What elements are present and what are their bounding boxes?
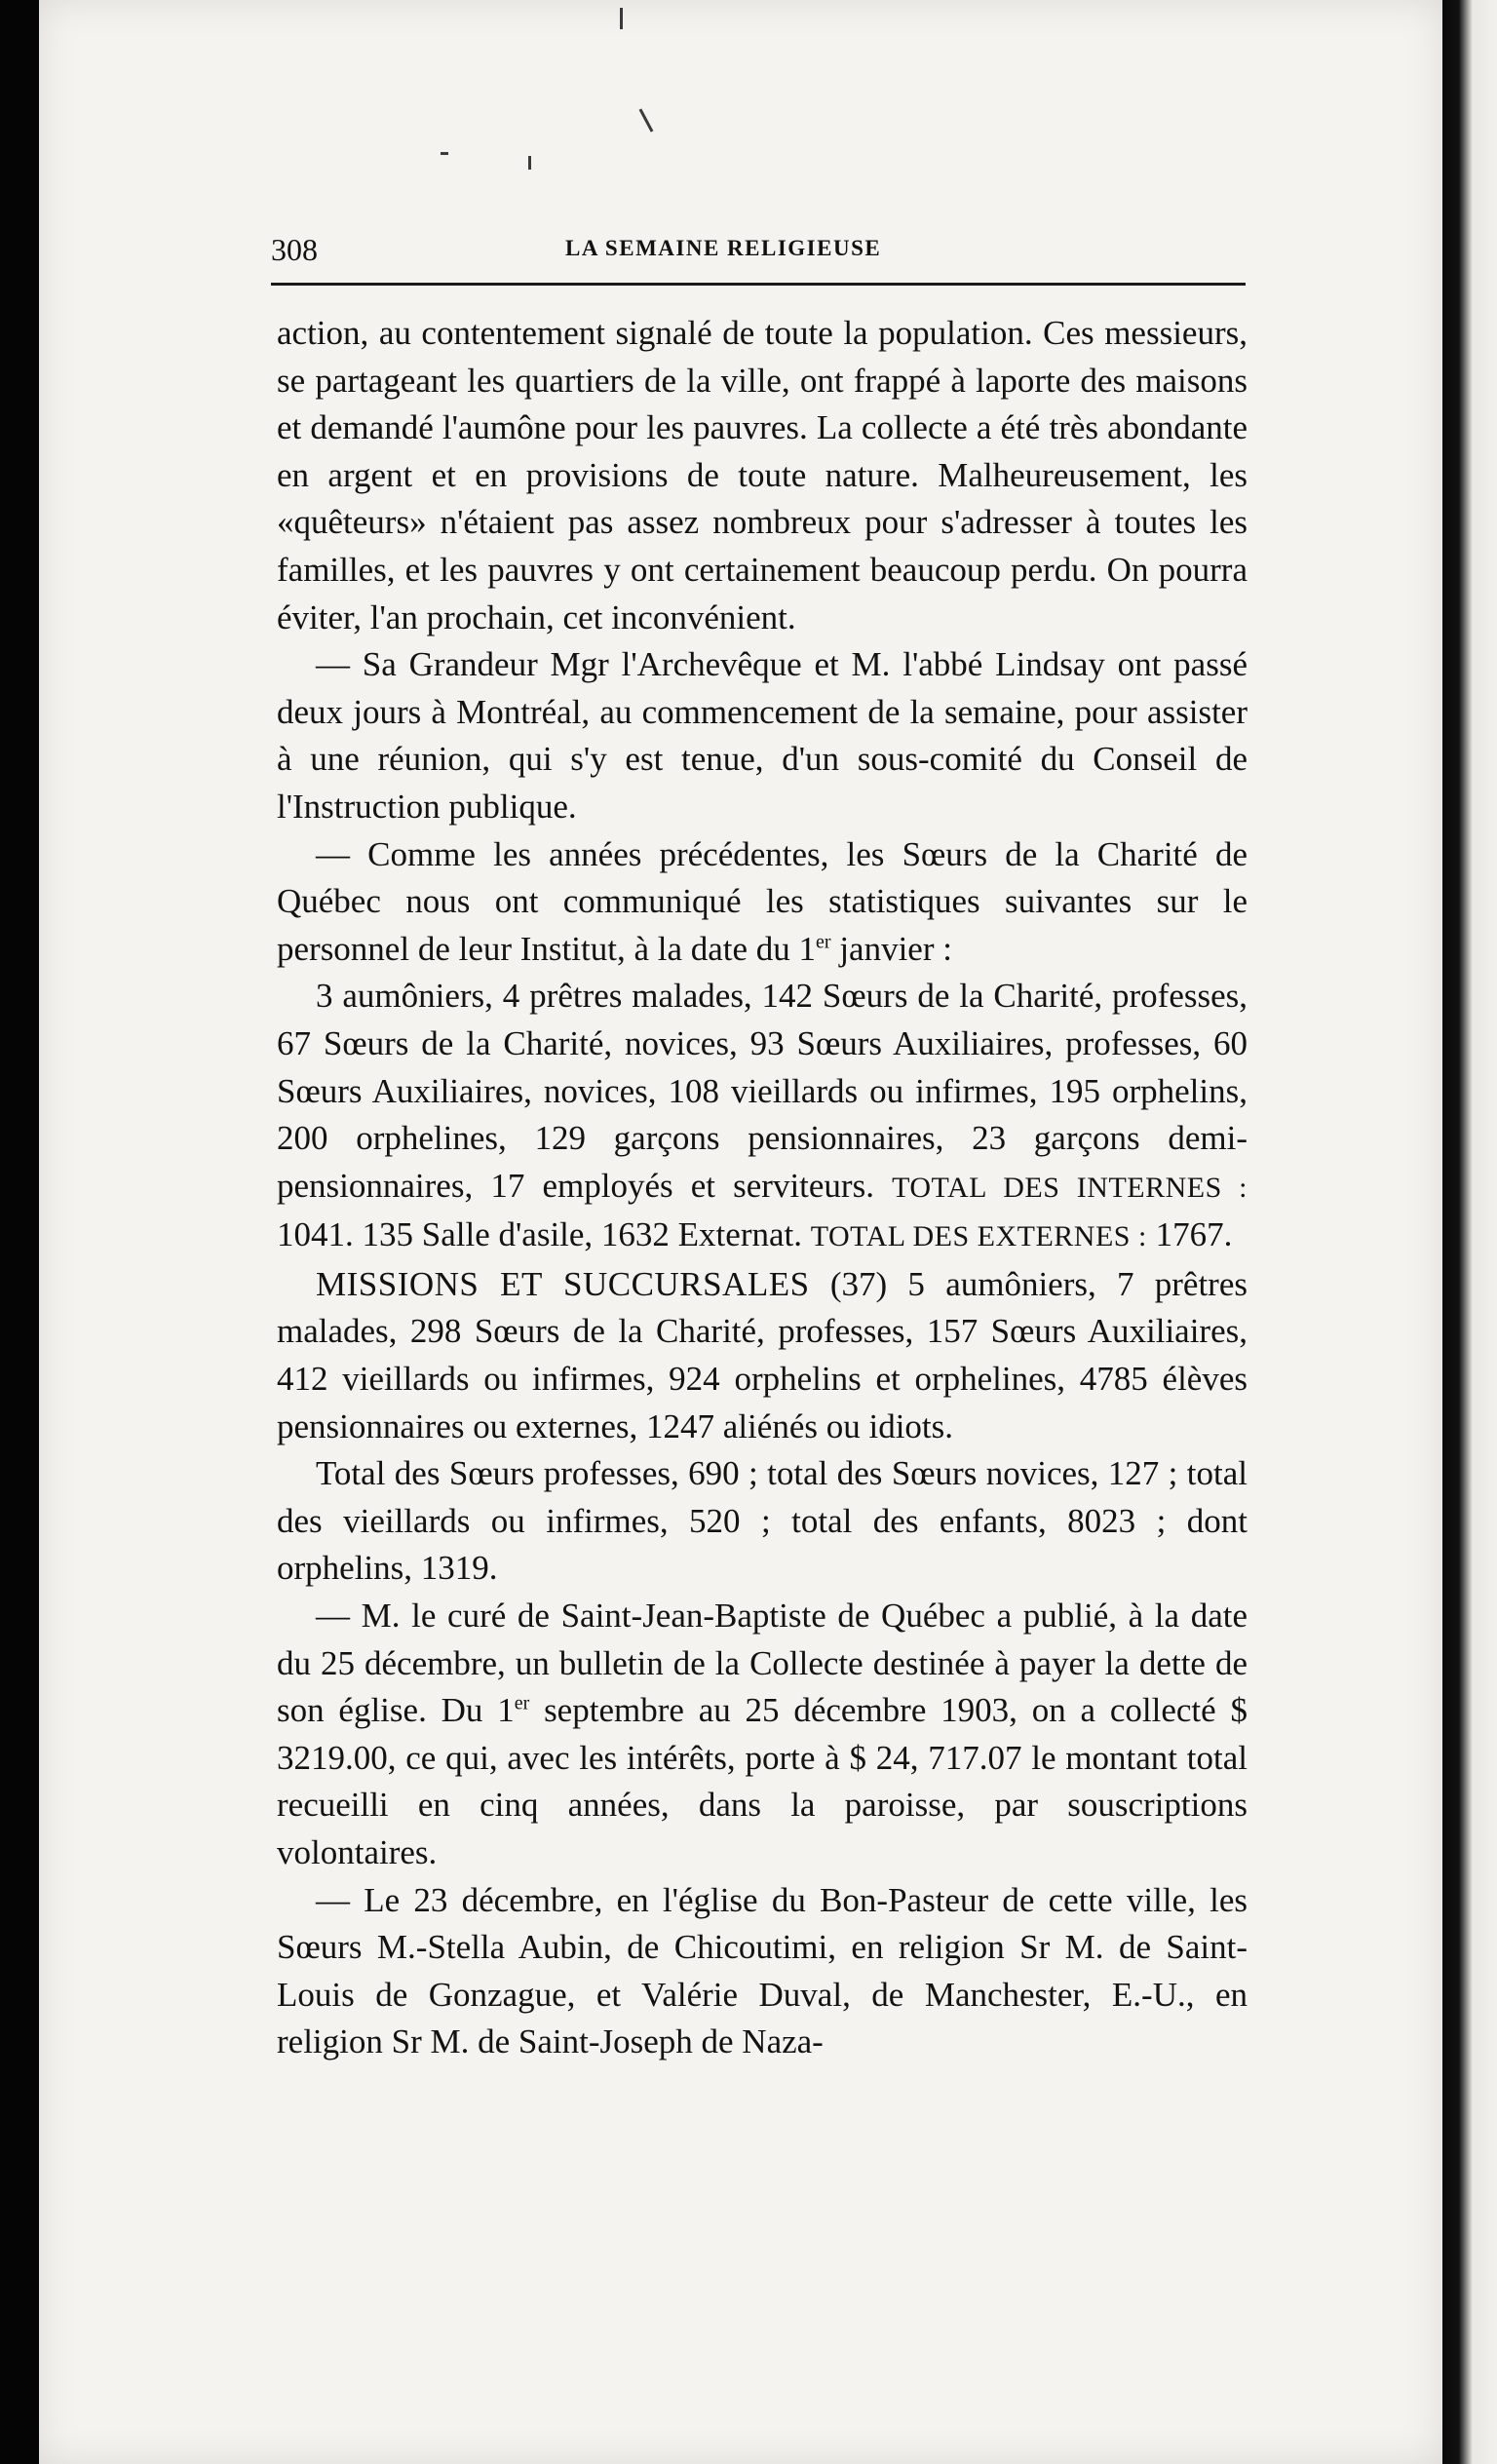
paragraph-missions — [277, 1261, 1248, 1450]
scan-artifact-mark — [620, 8, 623, 29]
facing-page-edge — [1442, 0, 1497, 2464]
missions-label: MISSIONS ET SUCCURSALES — [316, 1264, 810, 1303]
paragraph-bon-pasteur: — Le 23 décembre, en l'église du Bon-Pasteur de cette ville, les Sœurs M.-Stella Aubin, de Chicoutimi, en religion Sr M. de Saint-Louis de Gonzague, et Valérie Duval, de Manchester, E.-U., en religion Sr M. de Saint-Joseph de Naza- — [277, 1880, 1248, 2061]
scan-artifact-mark — [528, 156, 531, 170]
running-title: LA SEMAINE RELIGIEUSE — [565, 236, 882, 260]
ordinal-superscript: er — [514, 1692, 530, 1714]
paragraph-cure — [277, 1593, 1248, 1877]
total-internes-label: TOTAL DES INTERNES : — [892, 1171, 1248, 1204]
page-number: 308 — [271, 232, 318, 267]
paragraph-soeurs-charite — [277, 831, 1248, 974]
total-externes-value: 1767. — [1155, 1215, 1233, 1254]
paragraph-collecte: action, au contentement signalé de toute la population. Ces messieurs, se partageant les quartiers de la ville, ont frappé à laporte des maisons et demandé l'aumône pour les pauvres. La collecte a été très abondante en argent et en provisions de toute nature. Malheureusement, les «quêteurs» n'étaient pas assez nombreux pour s'adresser à toutes les familles, et les pauvres y ont certainement beaucoup perdu. On pourra éviter, l'an prochain, cet inconvénient. — [277, 314, 1248, 636]
missions-text: (37) 5 aumôniers, 7 prêtres malades, 298 Sœurs de la Charité, professes, 157 Sœurs Auxiliaires, 412 vieillards ou infirmes, 924 orphelins et orphelines, 4785 élèves pensionnaires ou externes, 1247 aliénés ou idiots. — [277, 1264, 1248, 1445]
total-internes-text: 1041. 135 Salle d'asile, 1632 Externat. — [277, 1215, 802, 1254]
page-header — [271, 232, 1246, 287]
paragraph-statistiques — [277, 973, 1248, 1261]
paragraph-totaux: Total des Sœurs professes, 690 ; total des Sœurs novices, 127 ; total des vieillards ou infirmes, 520 ; total des enfants, 8023 ; dont orphelins, 1319. — [277, 1454, 1248, 1588]
scan-artifact-mark — [441, 152, 448, 155]
paragraph-archeveque: — Sa Grandeur Mgr l'Archevêque et M. l'abbé Lindsay ont passé deux jours à Montréal, au commencement de la semaine, pour assister à une réunion, qui s'y est tenue, d'un sous-comité du Conseil de l'Instruction publique. — [277, 645, 1248, 826]
janvier-text: janvier : — [830, 929, 952, 968]
statistiques-text: 3 aumôniers, 4 prêtres malades, 142 Sœurs de la Charité, professes, 67 Sœurs de la Charité, novices, 93 Sœurs Auxiliaires, professes, 60 Sœurs Auxiliaires, novices, 108 vieillards ou infirmes, 195 orphelins, 200 orphelines, 129 garçons pensionnaires, 23 garçons demi-pensionnaires, 17 employés et serviteurs. — [277, 977, 1248, 1205]
ordinal-superscript: er — [816, 931, 831, 953]
collecte-text: septembre au 25 décembre 1903, on a collecté $ 3219.00, ce qui, avec les intérêts, porte à $ 24, 717.07 le montant total recueilli en cinq années, dans la paroisse, par souscriptions volontaires. — [277, 1691, 1248, 1871]
cure-text: — M. le curé de Saint-Jean-Baptiste de Québec a publié, à la date du 25 décembre, un bulletin de la Collecte destinée à payer la dette de son église. Du 1 — [277, 1597, 1248, 1730]
total-externes-label: TOTAL DES EXTERNES : — [810, 1220, 1147, 1253]
header-rule — [271, 283, 1246, 286]
soeurs-charite-text: — Comme les années précédentes, les Sœurs de la Charité de Québec nous ont communiqué les statistiques suivantes sur le personnel de leur Institut, à la date du 1 — [277, 834, 1248, 968]
article-body — [277, 310, 1248, 2066]
